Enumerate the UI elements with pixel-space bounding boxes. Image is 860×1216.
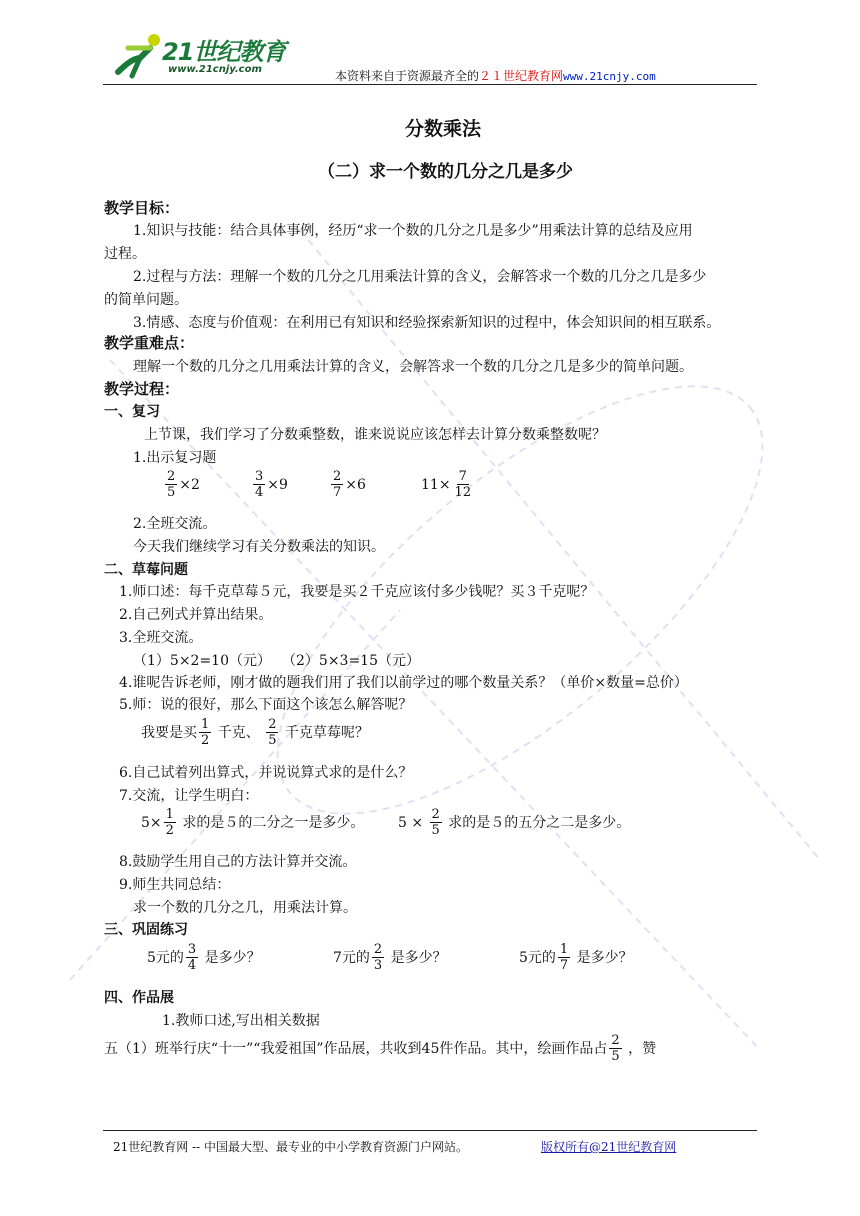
review-expr-1	[163, 470, 200, 500]
fraction-denominator: 12	[454, 485, 472, 500]
fraction-numerator: 1	[559, 942, 569, 957]
explain-post: 求的是５的二分之一是多少。	[182, 815, 365, 831]
footer-copyright-link[interactable]: 版权所有@21世纪教育网	[541, 1140, 677, 1154]
exhibit-post: ，赞	[628, 1041, 657, 1057]
explain-1	[141, 808, 364, 838]
keypoints-heading: 教学重难点：	[104, 334, 195, 352]
expr-pre: 11×	[421, 477, 451, 493]
fraction	[609, 1034, 621, 1064]
strawberry-question	[141, 718, 369, 748]
site-logo	[110, 26, 310, 82]
fraction-numerator: 2	[373, 942, 383, 957]
fraction	[266, 718, 278, 748]
review-expr-2	[251, 470, 288, 500]
review-closing: 今天我们继续学习有关分数乘法的知识。	[133, 539, 385, 555]
fraction-numerator: 2	[333, 469, 342, 484]
practice-item-3	[519, 943, 633, 973]
practice-post: 是多少？	[204, 950, 261, 966]
strawberry-item-4: 4.谁呢告诉老师，刚才做的题我们用了我们以前学过的哪个数量关系？（单价×数量=总价）	[119, 675, 688, 691]
section-4-heading: 四、作品展	[104, 990, 174, 1006]
strawberry-item-3b: （2）5×3=15（元）	[282, 653, 420, 669]
expr-post: ×9	[267, 477, 288, 493]
fraction-denominator: 4	[255, 485, 264, 500]
header-note-url[interactable]: www.21cnjy.com	[563, 70, 656, 83]
fraction	[165, 470, 177, 500]
expr-post: ×2	[179, 477, 200, 493]
practice-item-2	[333, 943, 447, 973]
review-expr-4	[421, 470, 475, 500]
fraction	[558, 943, 570, 973]
strawberry-item-1: 1.师口述：每千克草莓５元，我要是买２千克应该付多少钱呢？买３千克呢？	[119, 584, 595, 600]
review-expr-3	[329, 470, 366, 500]
explain-post: 求的是５的五分之二是多少。	[448, 815, 631, 831]
process-heading: 教学过程：	[104, 380, 180, 398]
header-note-prefix: 本资料来自于资源最齐全的	[335, 69, 480, 83]
exhibit-pre: 五（1）班举行庆“十一”“我爱祖国”作品展，共收到45件作品。其中，绘画作品占	[104, 1041, 608, 1057]
practice-pre: 7元的	[333, 950, 370, 966]
header-note-site[interactable]: ２１世纪教育网	[479, 69, 564, 83]
strawberry-item-5: 5.师：说的很好，那么下面这个该怎么解答呢？	[119, 697, 413, 713]
practice-item-1	[147, 943, 261, 973]
fraction-numerator: 2	[167, 469, 176, 484]
objective-3: 3.情感、态度与价值观：在利用已有知识和经验探索新知识的过程中，体会知识间的相互联系。	[133, 315, 721, 331]
section-1-heading: 一、复习	[104, 404, 160, 420]
review-intro: 上节课，我们学习了分数乘整数，谁来说说应该怎样去计算分数乘整数呢？	[144, 427, 606, 443]
fraction	[430, 808, 442, 838]
strawberry-item-7: 7.交流，让学生明白：	[119, 788, 259, 804]
page-subtitle: （二）求一个数的几分之几是多少	[318, 162, 573, 182]
fraction	[331, 470, 343, 500]
fraction-denominator: 2	[201, 733, 210, 748]
strawberry-item-3: 3.全班交流。	[119, 630, 203, 646]
question-mid: 千克、	[217, 725, 260, 741]
practice-post: 是多少？	[576, 950, 633, 966]
logo-url-text: www.21cnjy.com	[168, 64, 262, 75]
fraction	[199, 718, 211, 748]
fraction-numerator: 3	[187, 942, 197, 957]
fraction-denominator: 4	[187, 958, 197, 973]
question-pre: 我要是买	[141, 725, 197, 741]
objective-2-line1: 2.过程与方法：理解一个数的几分之几用乘法计算的含义，会解答求一个数的几分之几是多少	[133, 269, 707, 285]
objective-2-line2: 的简单问题。	[104, 292, 188, 308]
page-title: 分数乘法	[405, 118, 482, 140]
fraction-denominator: 3	[373, 958, 383, 973]
fraction-numerator: 7	[458, 469, 467, 484]
strawberry-item-3a: （1）5×2=10（元）	[133, 653, 271, 669]
question-post: 千克草莓呢？	[284, 725, 369, 741]
section-2-heading: 二、草莓问题	[104, 562, 188, 578]
practice-pre: 5元的	[147, 950, 184, 966]
fraction	[453, 470, 474, 500]
fraction-denominator: 5	[268, 733, 277, 748]
practice-post: 是多少？	[390, 950, 447, 966]
fraction	[186, 943, 198, 973]
strawberry-summary: 求一个数的几分之几，用乘法计算。	[133, 900, 357, 916]
section-3-heading: 三、巩固练习	[104, 922, 188, 938]
review-item-1: 1.出示复习题	[133, 450, 217, 466]
expr-post: ×6	[345, 477, 366, 493]
footer-rule	[103, 1130, 757, 1131]
fraction-numerator: 1	[201, 717, 210, 732]
practice-pre: 5元的	[519, 950, 556, 966]
fraction	[253, 470, 265, 500]
explain-pre: 5×	[141, 815, 162, 831]
strawberry-item-9: 9.师生共同总结：	[119, 877, 231, 893]
objectives-heading: 教学目标：	[104, 199, 180, 217]
explain-2	[398, 808, 630, 838]
header-rule	[103, 84, 757, 85]
objective-1-line2: 过程。	[104, 246, 146, 262]
fraction	[164, 808, 176, 838]
strawberry-item-6: 6.自己试着列出算式，并说说算式求的是什么？	[119, 765, 413, 781]
fraction-numerator: 2	[611, 1033, 620, 1048]
fraction-denominator: 7	[559, 958, 569, 973]
review-item-2: 2.全班交流。	[133, 516, 217, 532]
footer-left: 21世纪教育网 -- 中国最大型、最专业的中小学教育资源门户网站。	[113, 1140, 469, 1154]
runner-icon	[110, 28, 170, 80]
fraction-denominator: 5	[167, 485, 176, 500]
objective-1-line1: 1.知识与技能：结合具体事例，经历“求一个数的几分之几是多少”用乘法计算的总结及应用	[133, 223, 693, 239]
fraction-numerator: 2	[431, 807, 440, 822]
fraction	[372, 943, 384, 973]
exhibit-paragraph	[104, 1034, 656, 1064]
fraction-denominator: 5	[431, 823, 440, 838]
fraction-denominator: 7	[333, 485, 342, 500]
fraction-numerator: 1	[165, 807, 174, 822]
keypoints-text: 理解一个数的几分之几用乘法计算的含义，会解答求一个数的几分之几是多少的简单问题。	[133, 359, 693, 375]
exhibit-item-1: 1.教师口述,写出相关数据	[162, 1013, 320, 1029]
logo-main-text: 21世纪教育	[162, 38, 286, 66]
explain-pre: 5 ×	[398, 815, 424, 831]
fraction-numerator: 2	[268, 717, 277, 732]
strawberry-item-2: 2.自己列式并算出结果。	[119, 607, 273, 623]
fraction-denominator: 5	[611, 1049, 620, 1064]
strawberry-item-8: 8.鼓励学生用自己的方法计算并交流。	[119, 854, 357, 870]
fraction-denominator: 2	[165, 823, 174, 838]
fraction-numerator: 3	[255, 469, 264, 484]
